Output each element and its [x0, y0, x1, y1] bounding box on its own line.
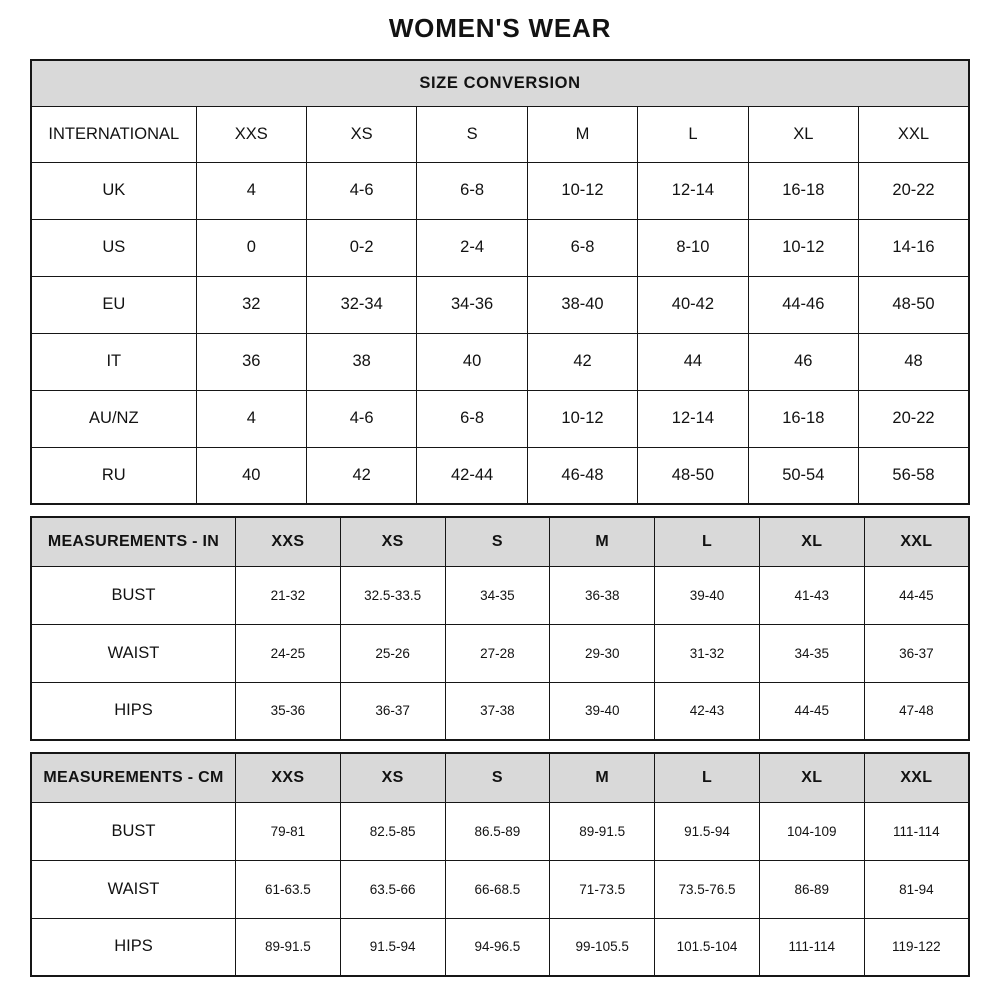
value-cell: 48-50: [638, 447, 748, 504]
value-cell: 4-6: [306, 162, 416, 219]
value-cell: 10-12: [527, 162, 637, 219]
header-cell: XL: [759, 517, 864, 566]
header-cell: M: [550, 753, 655, 802]
value-cell: 36-37: [864, 624, 969, 682]
table-row: [31, 162, 969, 219]
value-cell: 86.5-89: [445, 802, 550, 860]
row-label: HIPS: [31, 682, 235, 740]
value-cell: 6-8: [417, 390, 527, 447]
value-cell: 91.5-94: [340, 918, 445, 976]
value-cell: 61-63.5: [235, 860, 340, 918]
header-cell: S: [445, 517, 550, 566]
value-cell: 89-91.5: [550, 802, 655, 860]
value-cell: 37-38: [445, 682, 550, 740]
value-cell: 79-81: [235, 802, 340, 860]
value-cell: 119-122: [864, 918, 969, 976]
row-label: BUST: [31, 566, 235, 624]
value-cell: 38: [306, 333, 416, 390]
table-row: [31, 566, 969, 624]
value-cell: 39-40: [655, 566, 760, 624]
value-cell: 29-30: [550, 624, 655, 682]
header-cell: XXL: [864, 517, 969, 566]
value-cell: 36: [196, 333, 306, 390]
value-cell: 63.5-66: [340, 860, 445, 918]
table-banner: SIZE CONVERSION: [31, 60, 969, 106]
value-cell: 35-36: [235, 682, 340, 740]
table-row: [31, 447, 969, 504]
value-cell: 12-14: [638, 162, 748, 219]
header-cell: XL: [759, 753, 864, 802]
value-cell: 89-91.5: [235, 918, 340, 976]
value-cell: 39-40: [550, 682, 655, 740]
value-cell: 36-37: [340, 682, 445, 740]
header-cell: XXS: [235, 517, 340, 566]
value-cell: 41-43: [759, 566, 864, 624]
header-cell: L: [638, 106, 748, 162]
value-cell: 71-73.5: [550, 860, 655, 918]
row-label: HIPS: [31, 918, 235, 976]
value-cell: 0-2: [306, 219, 416, 276]
value-cell: 82.5-85: [340, 802, 445, 860]
row-label: BUST: [31, 802, 235, 860]
header-cell: XL: [748, 106, 858, 162]
value-cell: 42: [306, 447, 416, 504]
value-cell: 40: [196, 447, 306, 504]
value-cell: 34-35: [445, 566, 550, 624]
value-cell: 44: [638, 333, 748, 390]
row-label: US: [31, 219, 196, 276]
value-cell: 4-6: [306, 390, 416, 447]
value-cell: 44-45: [759, 682, 864, 740]
value-cell: 25-26: [340, 624, 445, 682]
value-cell: 31-32: [655, 624, 760, 682]
row-label: UK: [31, 162, 196, 219]
value-cell: 16-18: [748, 390, 858, 447]
value-cell: 34-35: [759, 624, 864, 682]
value-cell: 66-68.5: [445, 860, 550, 918]
table-title: MEASUREMENTS - CM: [31, 753, 235, 802]
measurements-in-table: [30, 516, 970, 741]
value-cell: 56-58: [859, 447, 969, 504]
table-row: [31, 106, 969, 162]
table-row: [31, 60, 969, 106]
table-row: [31, 860, 969, 918]
table-row: [31, 802, 969, 860]
size-conversion-table: [30, 59, 970, 505]
table-row: [31, 333, 969, 390]
header-cell: M: [550, 517, 655, 566]
header-cell: S: [417, 106, 527, 162]
value-cell: 8-10: [638, 219, 748, 276]
row-label: RU: [31, 447, 196, 504]
value-cell: 50-54: [748, 447, 858, 504]
value-cell: 99-105.5: [550, 918, 655, 976]
value-cell: 40: [417, 333, 527, 390]
header-cell: INTERNATIONAL: [31, 106, 196, 162]
value-cell: 20-22: [859, 162, 969, 219]
value-cell: 46: [748, 333, 858, 390]
value-cell: 48: [859, 333, 969, 390]
table-row: [31, 682, 969, 740]
value-cell: 91.5-94: [655, 802, 760, 860]
value-cell: 4: [196, 162, 306, 219]
row-label: AU/NZ: [31, 390, 196, 447]
value-cell: 104-109: [759, 802, 864, 860]
header-cell: S: [445, 753, 550, 802]
value-cell: 4: [196, 390, 306, 447]
value-cell: 81-94: [864, 860, 969, 918]
header-cell: M: [527, 106, 637, 162]
table-row: [31, 517, 969, 566]
value-cell: 36-38: [550, 566, 655, 624]
row-label: EU: [31, 276, 196, 333]
header-cell: XS: [340, 753, 445, 802]
header-cell: XXL: [859, 106, 969, 162]
value-cell: 86-89: [759, 860, 864, 918]
value-cell: 44-45: [864, 566, 969, 624]
value-cell: 34-36: [417, 276, 527, 333]
header-cell: XS: [340, 517, 445, 566]
measurements-cm-table: [30, 752, 970, 977]
header-cell: XXL: [864, 753, 969, 802]
value-cell: 0: [196, 219, 306, 276]
value-cell: 44-46: [748, 276, 858, 333]
value-cell: 111-114: [759, 918, 864, 976]
value-cell: 6-8: [417, 162, 527, 219]
header-cell: L: [655, 517, 760, 566]
table-title: MEASUREMENTS - IN: [31, 517, 235, 566]
header-cell: L: [655, 753, 760, 802]
value-cell: 32-34: [306, 276, 416, 333]
table-row: [31, 219, 969, 276]
value-cell: 12-14: [638, 390, 748, 447]
value-cell: 14-16: [859, 219, 969, 276]
value-cell: 73.5-76.5: [655, 860, 760, 918]
table-row: [31, 276, 969, 333]
value-cell: 27-28: [445, 624, 550, 682]
value-cell: 38-40: [527, 276, 637, 333]
row-label: IT: [31, 333, 196, 390]
value-cell: 2-4: [417, 219, 527, 276]
table-row: [31, 753, 969, 802]
value-cell: 40-42: [638, 276, 748, 333]
value-cell: 10-12: [748, 219, 858, 276]
value-cell: 94-96.5: [445, 918, 550, 976]
value-cell: 16-18: [748, 162, 858, 219]
value-cell: 6-8: [527, 219, 637, 276]
table-row: [31, 390, 969, 447]
value-cell: 20-22: [859, 390, 969, 447]
value-cell: 101.5-104: [655, 918, 760, 976]
value-cell: 32: [196, 276, 306, 333]
header-cell: XXS: [196, 106, 306, 162]
value-cell: 24-25: [235, 624, 340, 682]
value-cell: 42-44: [417, 447, 527, 504]
value-cell: 47-48: [864, 682, 969, 740]
value-cell: 48-50: [859, 276, 969, 333]
value-cell: 46-48: [527, 447, 637, 504]
value-cell: 32.5-33.5: [340, 566, 445, 624]
header-cell: XS: [306, 106, 416, 162]
value-cell: 10-12: [527, 390, 637, 447]
header-cell: XXS: [235, 753, 340, 802]
row-label: WAIST: [31, 860, 235, 918]
value-cell: 21-32: [235, 566, 340, 624]
value-cell: 42-43: [655, 682, 760, 740]
value-cell: 111-114: [864, 802, 969, 860]
row-label: WAIST: [31, 624, 235, 682]
table-row: [31, 624, 969, 682]
table-row: [31, 918, 969, 976]
page-title: WOMEN'S WEAR: [388, 13, 612, 43]
value-cell: 42: [527, 333, 637, 390]
